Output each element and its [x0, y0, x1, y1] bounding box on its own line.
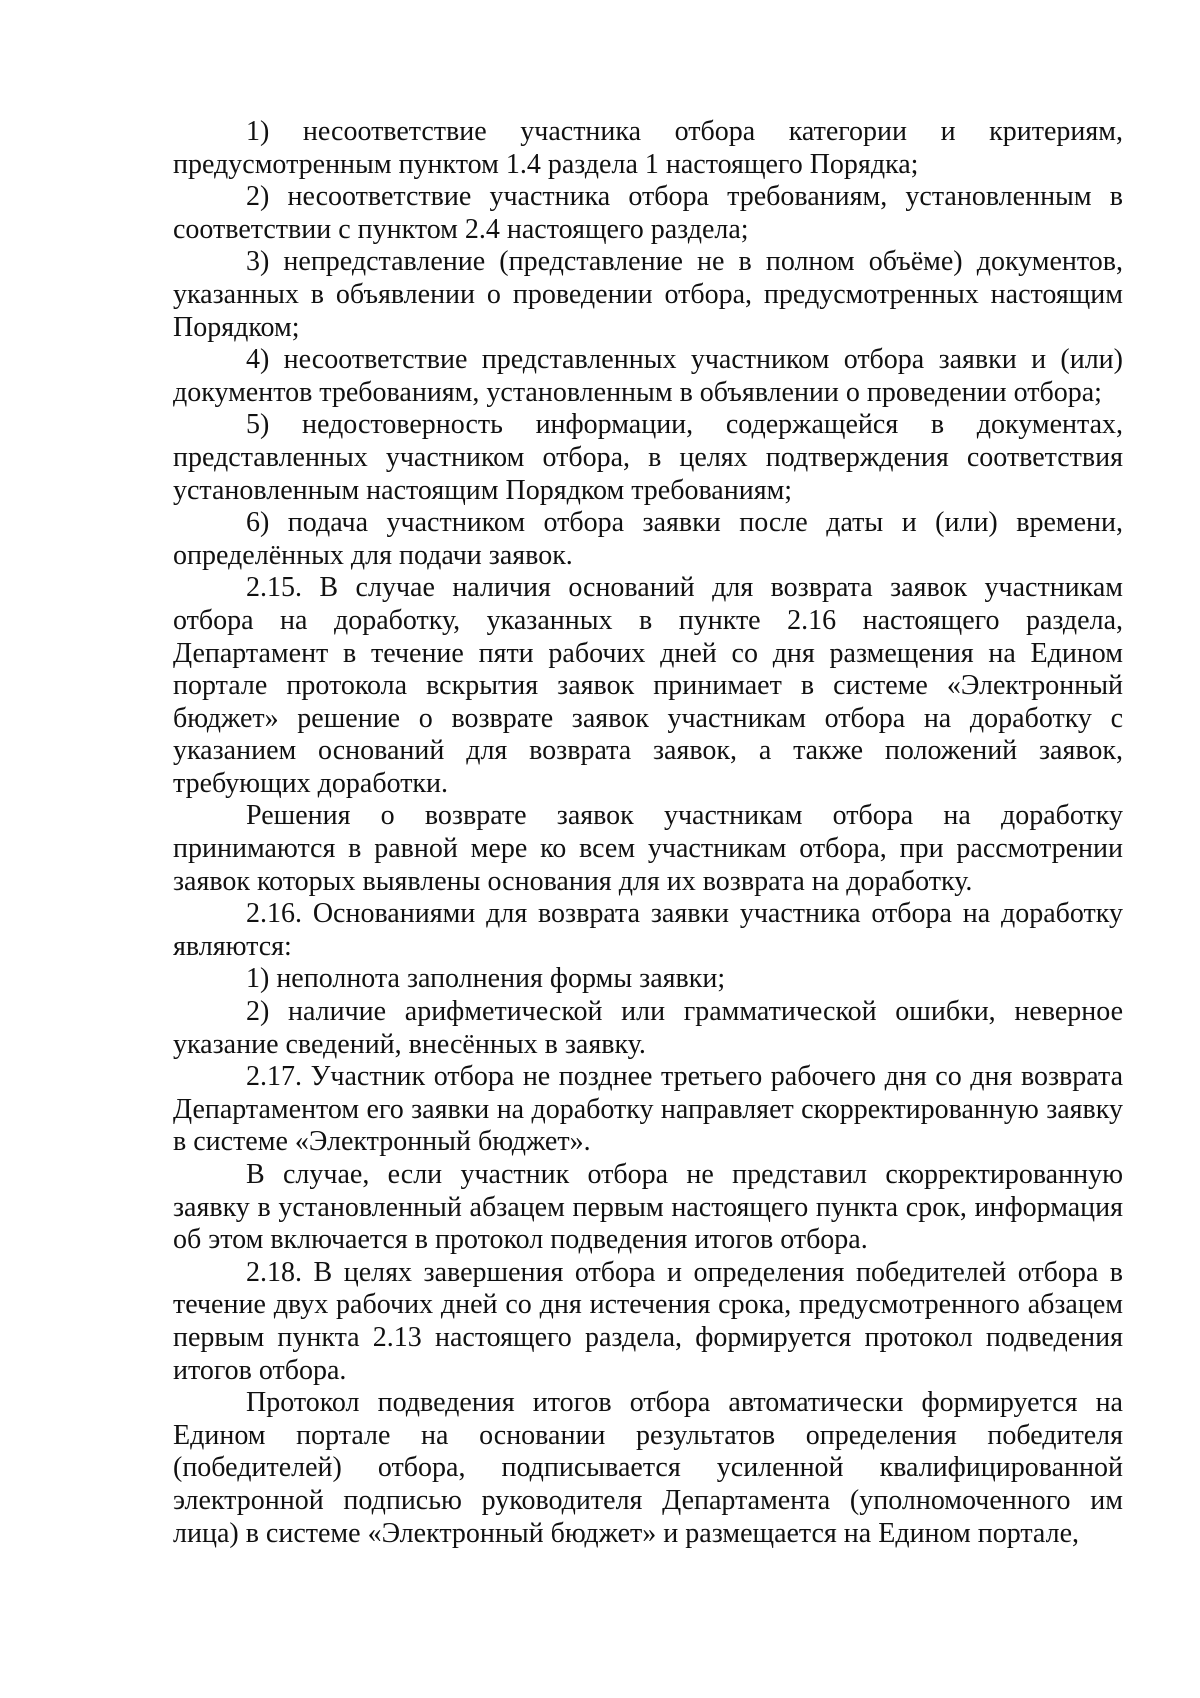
paragraph-2-18-protocol: Протокол подведения итогов отбора автоматически формируется на Едином портале на основании результатов определения победителя (победителей) отбора, подписывается усиленной квалифицированной электронной подписью руководителя Департамента (уполномоченного им лица) в системе «Электронный бюджет» и размещается на Едином портале,	[173, 1387, 1123, 1549]
paragraph-item-2: 2) несоответствие участника отбора требованиям, установленным в соответствии с пунктом 2.4 настоящего раздела;	[173, 181, 1123, 245]
paragraph-item-5: 5) недостоверность информации, содержащейся в документах, представленных участником отбора, в целях подтверждения соответствия установленным настоящим Порядком требованиям;	[173, 409, 1123, 506]
paragraph-2-18: 2.18. В целях завершения отбора и определения победителей отбора в течение двух рабочих дней со дня истечения срока, предусмотренного абзацем первым пункта 2.13 настоящего раздела, формируется протокол подведения итогов отбора.	[173, 1256, 1123, 1386]
paragraph-2-17: 2.17. Участник отбора не позднее третьего рабочего дня со дня возврата Департаментом его заявки на доработку направляет скорректированную заявку в системе «Электронный бюджет».	[173, 1061, 1123, 1158]
paragraph-item-3: 3) непредставление (представление не в полном объёме) документов, указанных в объявлении о проведении отбора, предусмотренных настоящим Порядком;	[173, 246, 1123, 343]
paragraph-item-4: 4) несоответствие представленных участником отбора заявки и (или) документов требованиям, установленным в объявлении о проведении отбора;	[173, 344, 1123, 408]
paragraph-2-16: 2.16. Основаниями для возврата заявки участника отбора на доработку являются:	[173, 898, 1123, 962]
paragraph-2-16-item-2: 2) наличие арифметической или грамматической ошибки, неверное указание сведений, внесённых в заявку.	[173, 996, 1123, 1060]
document-body	[173, 116, 1123, 1550]
paragraph-2-16-item-1: 1) неполнота заполнения формы заявки;	[246, 963, 726, 995]
paragraph-2-15-decision: Решения о возврате заявок участникам отбора на доработку принимаются в равной мере ко всем участникам отбора, при рассмотрении заявок которых выявлены основания для их возврата на доработку.	[173, 800, 1123, 897]
paragraph-2-15: 2.15. В случае наличия оснований для возврата заявок участникам отбора на доработку, указанных в пункте 2.16 настоящего раздела, Департамент в течение пяти рабочих дней со дня размещения на Едином портале протокола вскрытия заявок принимает в системе «Электронный бюджет» решение о возврате заявок участникам отбора на доработку с указанием оснований для возврата заявок, а также положений заявок, требующих доработки.	[173, 572, 1123, 799]
paragraph-item-6: 6) подача участником отбора заявки после даты и (или) времени, определённых для подачи заявок.	[173, 507, 1123, 571]
paragraph-2-17-case: В случае, если участник отбора не представил скорректированную заявку в установленный абзацем первым настоящего пункта срок, информация об этом включается в протокол подведения итогов отбора.	[173, 1159, 1123, 1256]
paragraph-item-1: 1) несоответствие участника отбора категории и критериям, предусмотренным пунктом 1.4 раздела 1 настоящего Порядка;	[173, 116, 1123, 180]
